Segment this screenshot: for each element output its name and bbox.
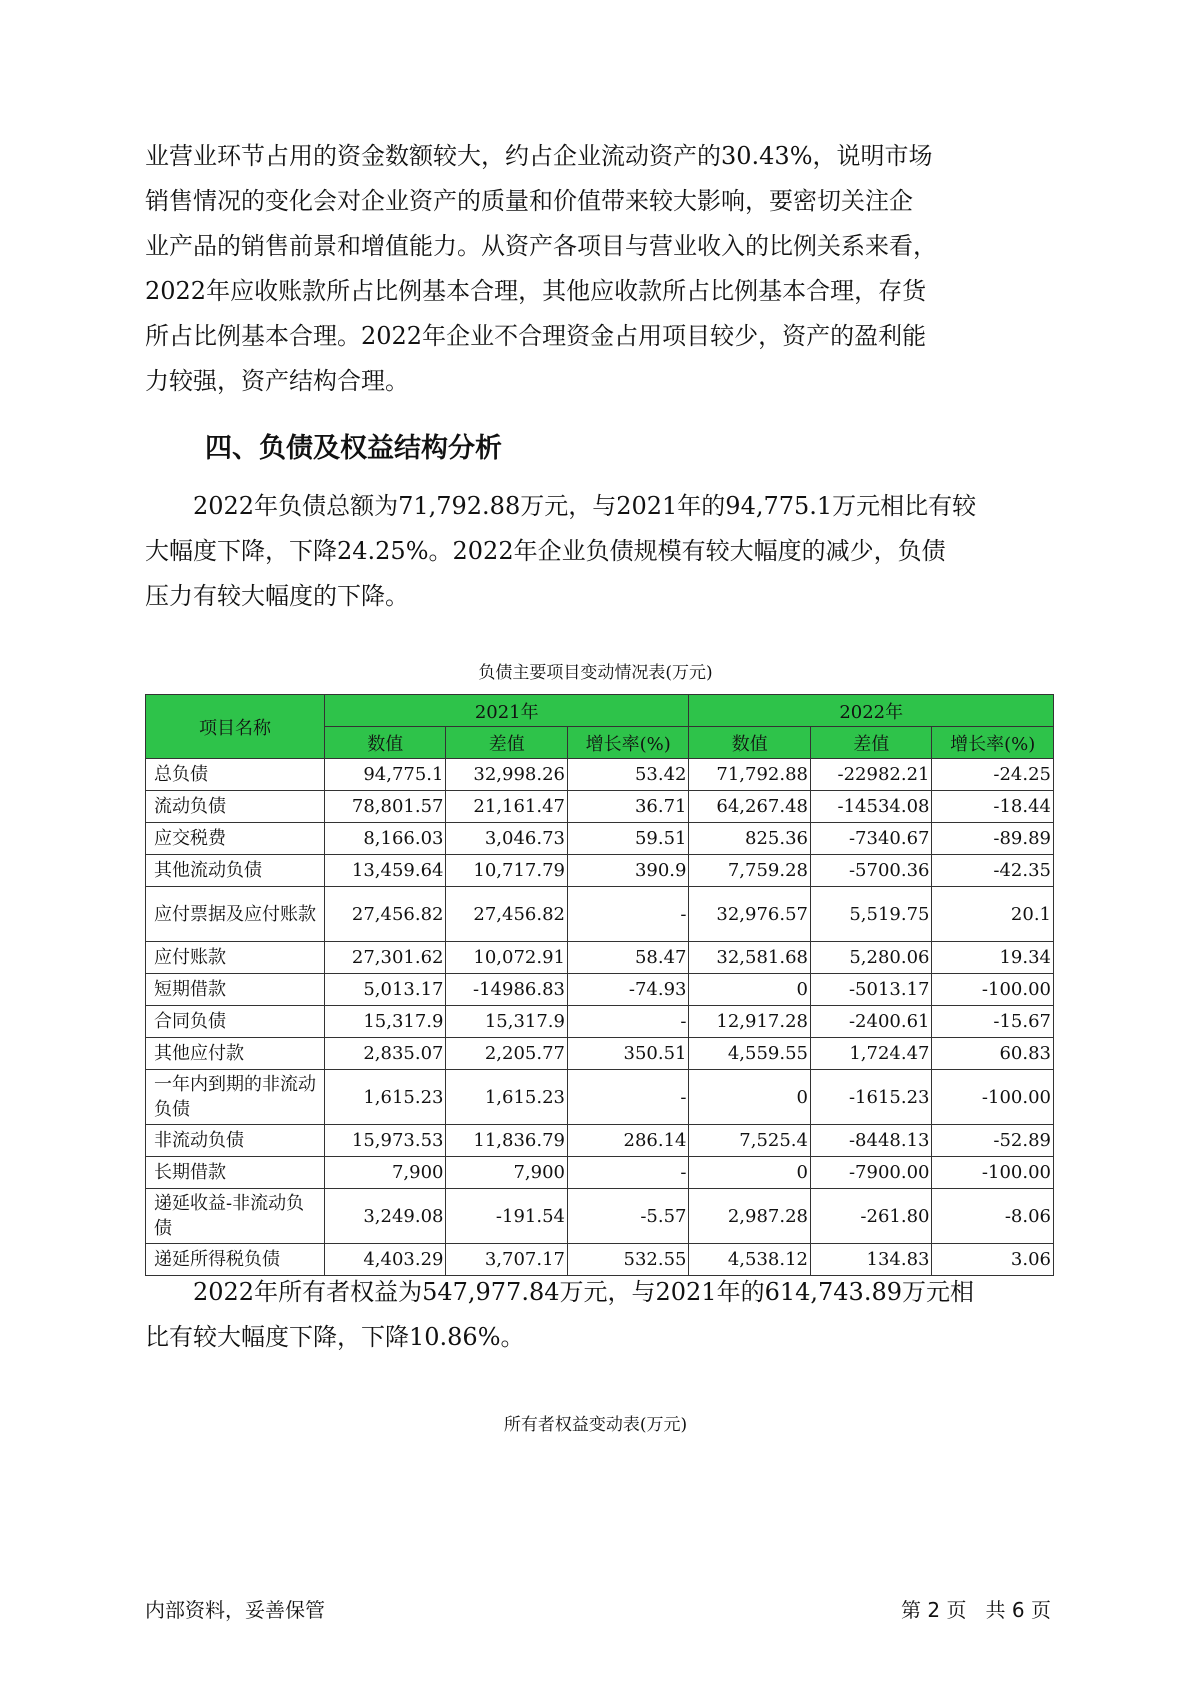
paragraph-line: 2022年应收账款所占比例基本合理，其他应收款所占比例基本合理，存货 <box>145 277 927 305</box>
table-row <box>146 759 1054 791</box>
row-value-cell: - <box>567 887 689 942</box>
row-value-cell: -42.35 <box>932 855 1054 887</box>
row-value-cell: -5.57 <box>567 1189 689 1244</box>
row-value-cell: 286.14 <box>567 1125 689 1157</box>
table-row <box>146 942 1054 974</box>
row-value-cell: 3.06 <box>932 1244 1054 1276</box>
row-value-cell: -52.89 <box>932 1125 1054 1157</box>
row-value-cell: -15.67 <box>932 1006 1054 1038</box>
row-value-cell: -191.54 <box>446 1189 568 1244</box>
row-value-cell: 5,013.17 <box>324 974 446 1006</box>
paragraph-line: 业产品的销售前景和增值能力。从资产各项目与营业收入的比例关系来看， <box>145 232 937 260</box>
paragraph-line: 大幅度下降，下降24.25%。2022年企业负债规模有较大幅度的减少，负债 <box>145 537 946 565</box>
row-value-cell: -5700.36 <box>810 855 932 887</box>
row-value-cell: 7,525.4 <box>689 1125 811 1157</box>
table-row <box>146 887 1054 942</box>
row-value-cell: 7,900 <box>324 1157 446 1189</box>
row-value-cell: 10,717.79 <box>446 855 568 887</box>
table-row <box>146 974 1054 1006</box>
row-value-cell: 60.83 <box>932 1038 1054 1070</box>
paragraph-line: 比有较大幅度下降，下降10.86%。 <box>145 1323 525 1351</box>
row-item-name: 应交税费 <box>146 823 325 855</box>
footer-page-number: 第 2 页 共 6 页 <box>901 1598 1051 1622</box>
row-value-cell: 0 <box>689 1157 811 1189</box>
row-value-cell: 78,801.57 <box>324 791 446 823</box>
row-value-cell: 390.9 <box>567 855 689 887</box>
row-item-name: 合同负债 <box>146 1006 325 1038</box>
row-value-cell: -14986.83 <box>446 974 568 1006</box>
row-item-name: 长期借款 <box>146 1157 325 1189</box>
row-value-cell: 825.36 <box>689 823 811 855</box>
table-row <box>146 1006 1054 1038</box>
row-value-cell: 8,166.03 <box>324 823 446 855</box>
col-header-year-2022: 2022年 <box>689 695 1054 727</box>
row-value-cell: 1,615.23 <box>446 1070 568 1125</box>
row-value-cell: 15,973.53 <box>324 1125 446 1157</box>
table-row <box>146 1125 1054 1157</box>
row-value-cell: -8448.13 <box>810 1125 932 1157</box>
row-value-cell: - <box>567 1157 689 1189</box>
row-value-cell: 71,792.88 <box>689 759 811 791</box>
row-item-name: 递延收益-非流动负债 <box>146 1189 325 1244</box>
row-value-cell: 5,280.06 <box>810 942 932 974</box>
paragraph-line: 2022年所有者权益为547,977.84万元，与2021年的614,743.89万元相 <box>193 1278 974 1306</box>
row-value-cell: 2,835.07 <box>324 1038 446 1070</box>
paragraph-line: 压力有较大幅度的下降。 <box>145 582 409 610</box>
row-value-cell: - <box>567 1006 689 1038</box>
paragraph-equity-summary <box>145 1270 1055 1360</box>
section-heading: 四、负债及权益结构分析 <box>205 433 502 464</box>
row-value-cell: 27,456.82 <box>324 887 446 942</box>
table-row <box>146 1038 1054 1070</box>
row-item-name: 总负债 <box>146 759 325 791</box>
row-item-name: 流动负债 <box>146 791 325 823</box>
row-value-cell: -7340.67 <box>810 823 932 855</box>
row-value-cell: 3,249.08 <box>324 1189 446 1244</box>
table-caption-equity: 所有者权益变动表(万元) <box>503 1415 688 1435</box>
row-value-cell: 12,917.28 <box>689 1006 811 1038</box>
row-value-cell: 7,900 <box>446 1157 568 1189</box>
row-value-cell: 4,403.29 <box>324 1244 446 1276</box>
table-caption-debt: 负债主要项目变动情况表(万元) <box>478 663 713 683</box>
table-row <box>146 791 1054 823</box>
row-value-cell: -100.00 <box>932 1157 1054 1189</box>
row-item-name: 应付票据及应付账款 <box>146 887 325 942</box>
row-value-cell: 4,538.12 <box>689 1244 811 1276</box>
sub-header-growth: 增长率(%) <box>567 727 689 759</box>
paragraph-debt-summary <box>145 484 1055 619</box>
row-item-name: 非流动负债 <box>146 1125 325 1157</box>
table-row <box>146 823 1054 855</box>
table-row <box>146 1070 1054 1125</box>
row-value-cell: 94,775.1 <box>324 759 446 791</box>
table-row <box>146 1157 1054 1189</box>
row-value-cell: 27,301.62 <box>324 942 446 974</box>
row-value-cell: -8.06 <box>932 1189 1054 1244</box>
row-value-cell: -14534.08 <box>810 791 932 823</box>
row-value-cell: 32,581.68 <box>689 942 811 974</box>
row-value-cell: 3,046.73 <box>446 823 568 855</box>
row-value-cell: 532.55 <box>567 1244 689 1276</box>
sub-header-diff: 差值 <box>446 727 568 759</box>
row-value-cell: 0 <box>689 974 811 1006</box>
row-value-cell: -100.00 <box>932 1070 1054 1125</box>
row-value-cell: -2400.61 <box>810 1006 932 1038</box>
row-item-name: 其他应付款 <box>146 1038 325 1070</box>
row-value-cell: 19.34 <box>932 942 1054 974</box>
table-row <box>146 1189 1054 1244</box>
row-value-cell: 64,267.48 <box>689 791 811 823</box>
row-value-cell: 59.51 <box>567 823 689 855</box>
row-item-name: 短期借款 <box>146 974 325 1006</box>
sub-header-growth: 增长率(%) <box>932 727 1054 759</box>
row-value-cell: 15,317.9 <box>324 1006 446 1038</box>
row-value-cell: -18.44 <box>932 791 1054 823</box>
row-value-cell: 2,987.28 <box>689 1189 811 1244</box>
sub-header-value: 数值 <box>689 727 811 759</box>
row-item-name: 应付账款 <box>146 942 325 974</box>
paragraph-asset-analysis <box>145 134 1055 404</box>
row-value-cell: 2,205.77 <box>446 1038 568 1070</box>
footer-confidential-note: 内部资料，妥善保管 <box>145 1598 325 1622</box>
row-value-cell: 5,519.75 <box>810 887 932 942</box>
row-value-cell: -261.80 <box>810 1189 932 1244</box>
row-value-cell: - <box>567 1070 689 1125</box>
row-value-cell: 20.1 <box>932 887 1054 942</box>
row-value-cell: 10,072.91 <box>446 942 568 974</box>
row-value-cell: 11,836.79 <box>446 1125 568 1157</box>
row-value-cell: 7,759.28 <box>689 855 811 887</box>
sub-header-value: 数值 <box>324 727 446 759</box>
row-value-cell: -7900.00 <box>810 1157 932 1189</box>
row-value-cell: 21,161.47 <box>446 791 568 823</box>
paragraph-line: 所占比例基本合理。2022年企业不合理资金占用项目较少，资产的盈利能 <box>145 322 927 350</box>
paragraph-line: 2022年负债总额为71,792.88万元，与2021年的94,775.1万元相比有较 <box>193 492 977 520</box>
col-header-year-2021: 2021年 <box>324 695 689 727</box>
row-value-cell: -24.25 <box>932 759 1054 791</box>
row-value-cell: -89.89 <box>932 823 1054 855</box>
row-value-cell: 4,559.55 <box>689 1038 811 1070</box>
table-row <box>146 855 1054 887</box>
row-value-cell: 134.83 <box>810 1244 932 1276</box>
row-value-cell: 13,459.64 <box>324 855 446 887</box>
row-value-cell: 0 <box>689 1070 811 1125</box>
row-value-cell: 58.47 <box>567 942 689 974</box>
row-value-cell: 27,456.82 <box>446 887 568 942</box>
paragraph-line: 业营业环节占用的资金数额较大，约占企业流动资产的30.43%，说明市场 <box>145 142 933 170</box>
row-value-cell: 32,976.57 <box>689 887 811 942</box>
row-value-cell: 15,317.9 <box>446 1006 568 1038</box>
row-value-cell: -5013.17 <box>810 974 932 1006</box>
row-value-cell: 36.71 <box>567 791 689 823</box>
paragraph-line: 力较强，资产结构合理。 <box>145 367 409 395</box>
sub-header-diff: 差值 <box>810 727 932 759</box>
debt-table <box>145 694 1054 1276</box>
row-value-cell: 1,615.23 <box>324 1070 446 1125</box>
row-value-cell: 1,724.47 <box>810 1038 932 1070</box>
row-value-cell: -74.93 <box>567 974 689 1006</box>
row-value-cell: -1615.23 <box>810 1070 932 1125</box>
row-value-cell: 350.51 <box>567 1038 689 1070</box>
row-item-name: 一年内到期的非流动负债 <box>146 1070 325 1125</box>
row-item-name: 其他流动负债 <box>146 855 325 887</box>
paragraph-line: 销售情况的变化会对企业资产的质量和价值带来较大影响，要密切关注企 <box>145 187 913 215</box>
row-value-cell: -22982.21 <box>810 759 932 791</box>
row-value-cell: 32,998.26 <box>446 759 568 791</box>
row-value-cell: -100.00 <box>932 974 1054 1006</box>
row-value-cell: 53.42 <box>567 759 689 791</box>
row-item-name: 递延所得税负债 <box>146 1244 325 1276</box>
col-header-name: 项目名称 <box>146 695 325 759</box>
row-value-cell: 3,707.17 <box>446 1244 568 1276</box>
